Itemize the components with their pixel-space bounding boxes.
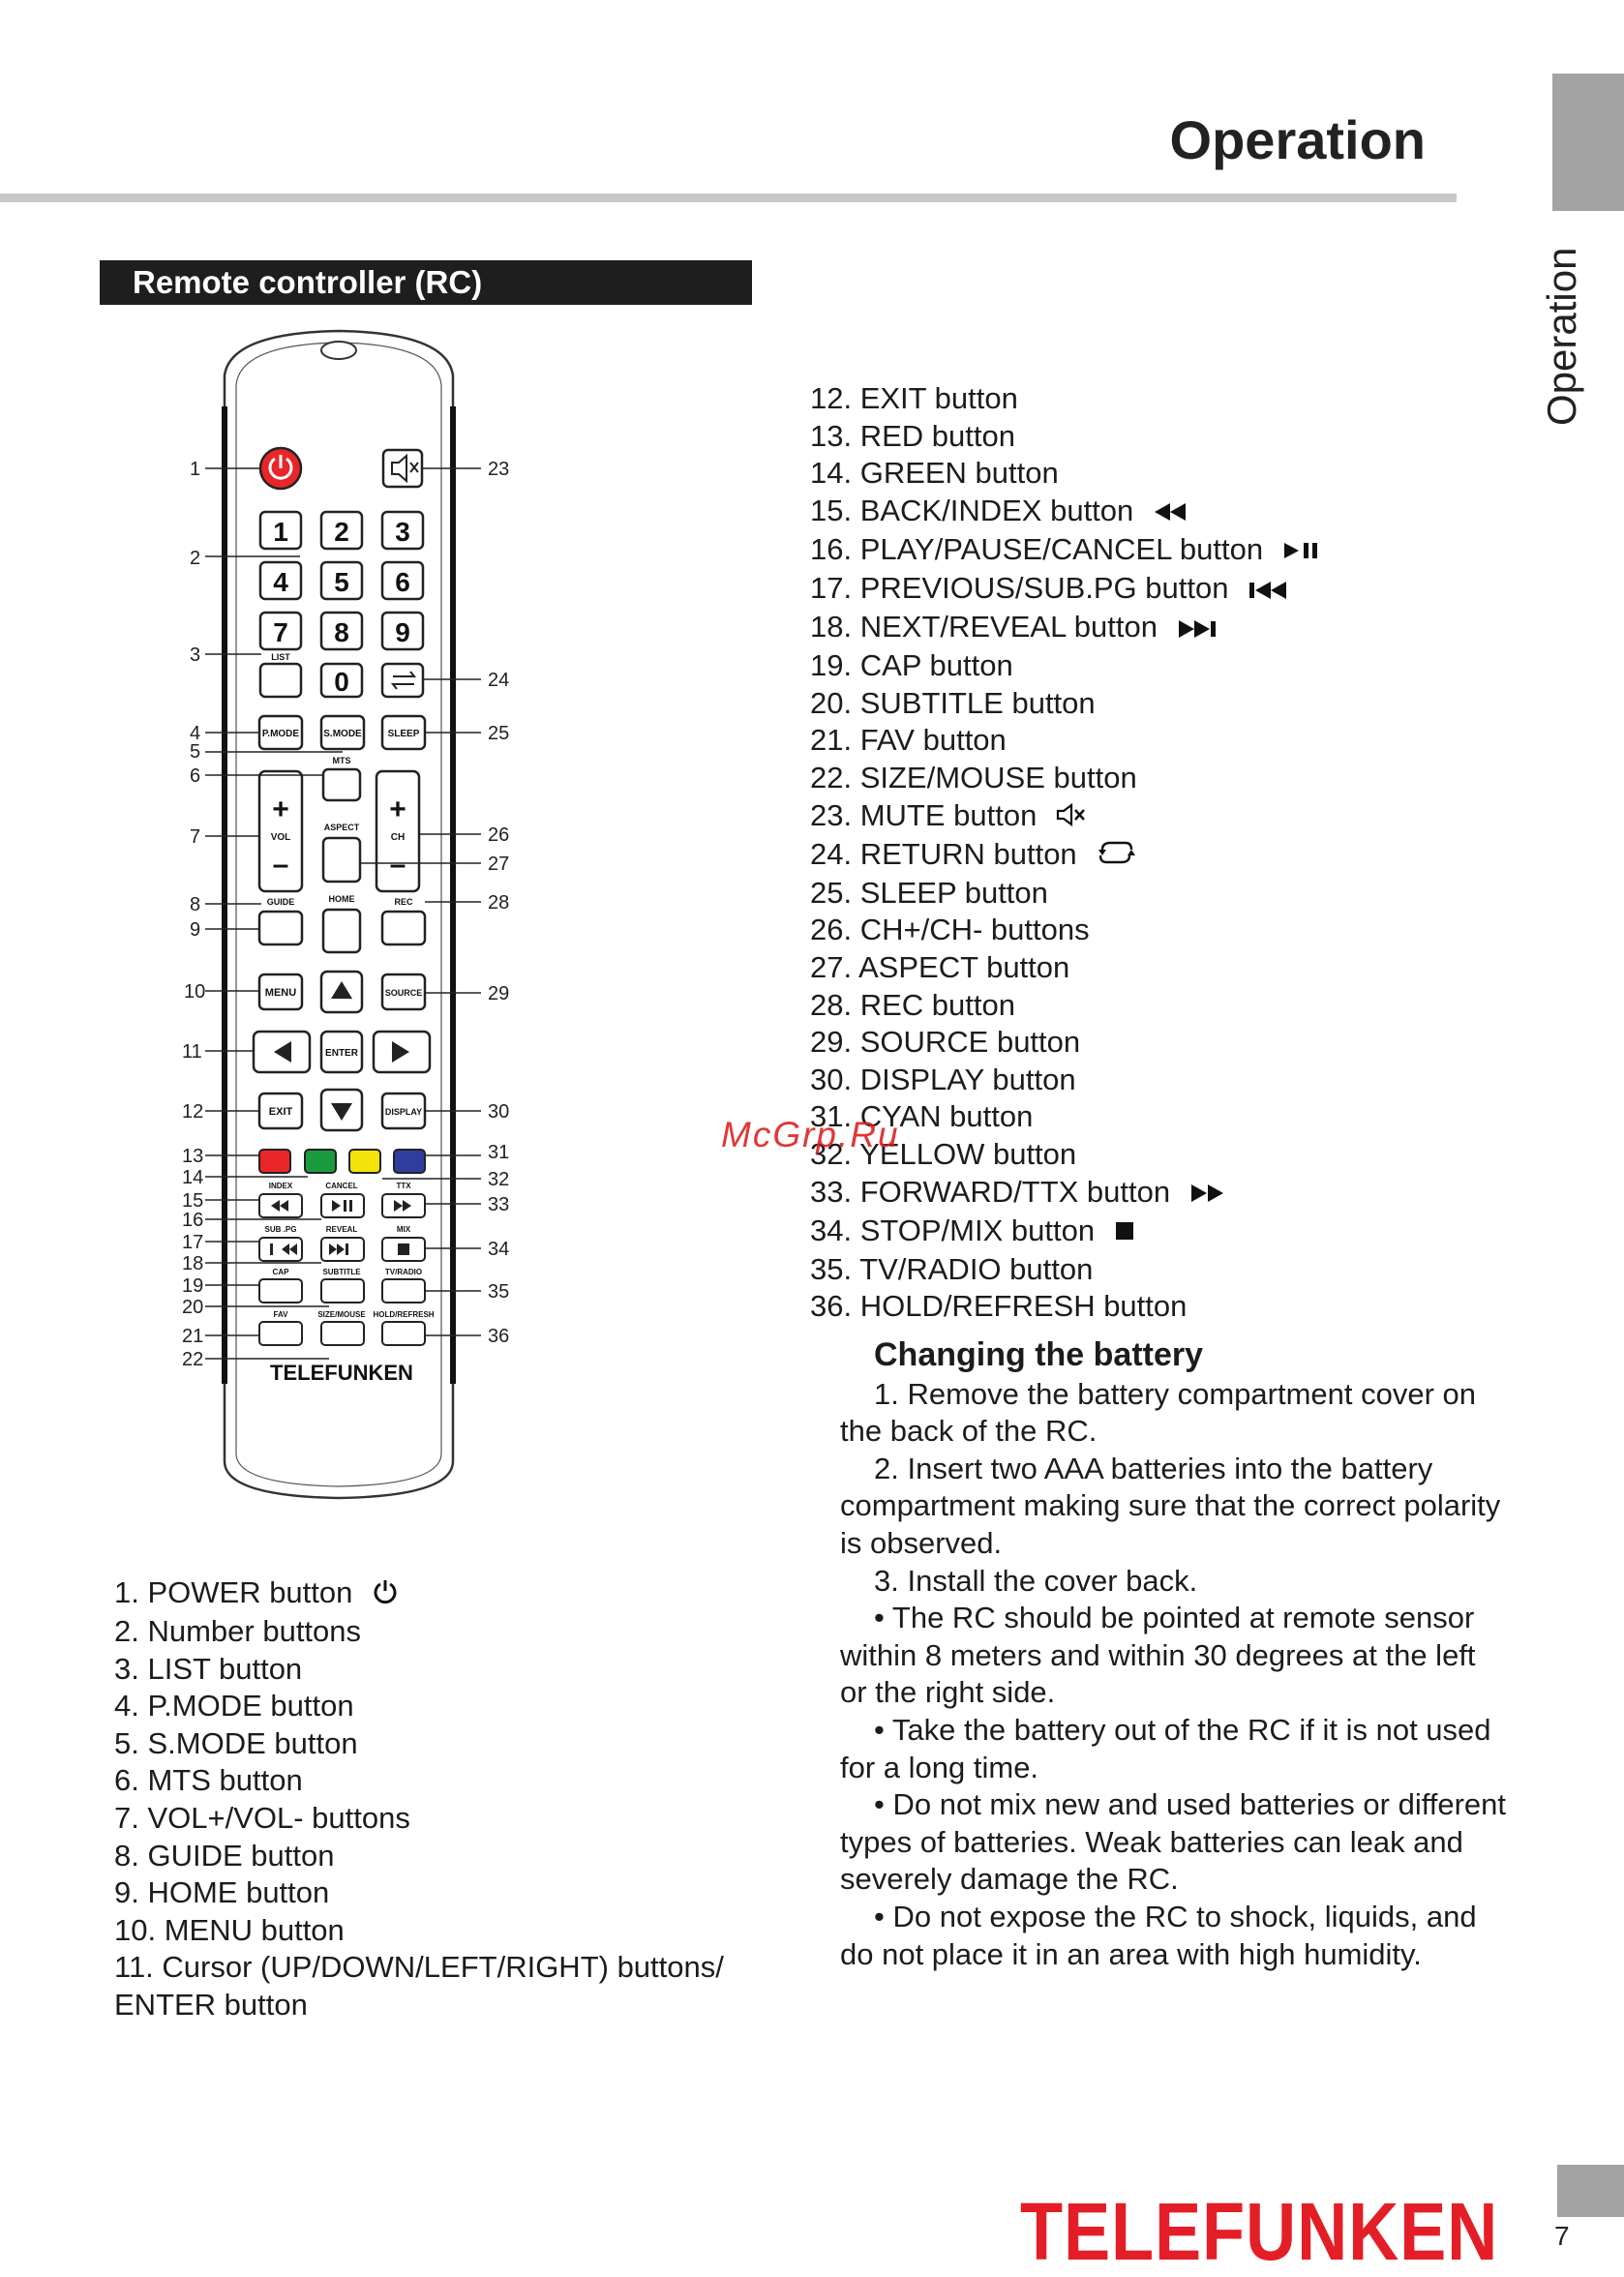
section-header: Remote controller (RC) (100, 260, 752, 305)
svg-text:ASPECT: ASPECT (323, 823, 360, 832)
list-item (114, 1651, 724, 1689)
side-tab (1552, 74, 1624, 211)
stop-icon (1114, 1213, 1135, 1251)
battery-note: • Do not expose the RC to shock, liquids, and do not place it in an area with high humidity. (840, 1899, 1477, 1971)
svg-text:MENU: MENU (264, 987, 297, 999)
list-item-text: 32. YELLOW button (810, 1136, 1077, 1171)
battery-note: • Take the battery out of the RC if it is not used for a long time. (840, 1712, 1491, 1784)
svg-text:16: 16 (182, 1210, 204, 1231)
list-item-text: 18. NEXT/REVEAL button (810, 610, 1158, 644)
svg-text:19: 19 (182, 1275, 204, 1297)
list-item-text: 24. RETURN button (810, 836, 1077, 871)
list-item-text: 9. HOME button (114, 1875, 330, 1910)
list-item (810, 760, 1321, 797)
svg-text:3: 3 (190, 644, 201, 666)
list-item (114, 1874, 724, 1912)
watermark: McGrp.Ru (721, 1115, 900, 1154)
svg-text:1: 1 (273, 517, 288, 547)
list-item-text: 5. S.MODE button (114, 1725, 358, 1760)
list-item (810, 949, 1321, 987)
list-item (810, 1288, 1321, 1326)
svg-text:4: 4 (273, 567, 288, 597)
svg-text:ENTER: ENTER (325, 1048, 358, 1059)
list-item-text: 33. FORWARD/TTX button (810, 1174, 1171, 1209)
svg-text:SUBTITLE: SUBTITLE (322, 1268, 361, 1276)
svg-text:DISPLAY: DISPLAY (384, 1107, 423, 1117)
svg-text:INDEX: INDEX (268, 1182, 293, 1190)
play-pause-icon (1282, 532, 1321, 570)
buttons-list-right (810, 380, 1321, 1326)
green-key (305, 1150, 336, 1173)
svg-text:–: – (272, 849, 289, 881)
list-item-text: 4. P.MODE button (114, 1689, 354, 1723)
svg-text:9: 9 (395, 617, 410, 647)
battery-section (840, 1336, 1508, 1973)
list-item (810, 836, 1321, 875)
list-item-text: 15. BACK/INDEX button (810, 493, 1134, 527)
svg-text:GUIDE: GUIDE (266, 897, 295, 907)
svg-text:13: 13 (182, 1146, 204, 1167)
side-section-label: Operation (1539, 247, 1584, 426)
svg-text:8: 8 (334, 617, 349, 647)
list-item (114, 1949, 724, 1987)
list-item (114, 1613, 724, 1651)
yellow-key (349, 1150, 380, 1173)
svg-text:3: 3 (395, 517, 410, 547)
list-item (114, 1688, 724, 1725)
svg-text:11: 11 (182, 1041, 202, 1063)
svg-text:HOLD/REFRESH: HOLD/REFRESH (373, 1310, 435, 1319)
next-icon (1177, 611, 1219, 648)
svg-text:REVEAL: REVEAL (325, 1225, 358, 1234)
list-item-text: 34. STOP/MIX button (810, 1213, 1096, 1247)
svg-text:SUB .PG: SUB .PG (264, 1225, 297, 1234)
list-item-text: ENTER button (114, 1988, 308, 2022)
list-item-text: 2. Number buttons (114, 1614, 362, 1649)
svg-text:EXIT: EXIT (268, 1106, 293, 1118)
list-item-text: 26. CH+/CH- buttons (810, 913, 1090, 947)
svg-text:+: + (389, 794, 406, 825)
list-item (114, 1574, 724, 1613)
svg-text:18: 18 (182, 1253, 204, 1274)
list-item (114, 1762, 724, 1800)
list-item-text: 30. DISPLAY button (810, 1062, 1076, 1096)
list-item-text: 20. SUBTITLE button (810, 685, 1096, 720)
list-item (810, 380, 1321, 418)
svg-text:10: 10 (184, 981, 206, 1003)
battery-note: • The RC should be pointed at remote sensor within 8 meters and within 30 degrees at the left or the right side. (840, 1601, 1476, 1710)
svg-text:HOME: HOME (328, 894, 355, 904)
svg-text:2: 2 (190, 548, 201, 569)
svg-text:7: 7 (190, 826, 201, 848)
svg-text:6: 6 (395, 567, 410, 597)
list-item-text: 22. SIZE/MOUSE button (810, 761, 1137, 794)
svg-text:21: 21 (182, 1326, 204, 1347)
list-item (810, 1024, 1321, 1062)
list-item-text: 19. CAP button (810, 648, 1013, 683)
list-item-text: 28. REC button (810, 987, 1015, 1022)
svg-text:34: 34 (488, 1239, 510, 1260)
list-item-text: 6. MTS button (114, 1763, 303, 1798)
list-item-text: 29. SOURCE button (810, 1025, 1081, 1060)
list-item-text: 31. CYAN button (810, 1099, 1034, 1134)
red-key (259, 1150, 290, 1173)
svg-text:TV/RADIO: TV/RADIO (384, 1268, 423, 1276)
list-item-text: 16. PLAY/PAUSE/CANCEL button (810, 531, 1264, 566)
battery-title: Changing the battery (874, 1336, 1204, 1373)
svg-text:CAP: CAP (272, 1268, 289, 1276)
svg-text:CH: CH (390, 832, 406, 843)
svg-text:SIZE/MOUSE: SIZE/MOUSE (317, 1310, 366, 1319)
list-item (810, 647, 1321, 685)
list-item (810, 531, 1321, 570)
mute-icon (1056, 798, 1087, 836)
svg-text:MTS: MTS (332, 756, 351, 765)
list-item-text: 14. GREEN button (810, 456, 1059, 491)
blue-key (394, 1150, 425, 1173)
svg-text:SLEEP: SLEEP (387, 729, 420, 739)
title-rule (0, 194, 1457, 202)
list-item-text: 17. PREVIOUS/SUB.PG button (810, 571, 1229, 605)
list-item-text: 3. LIST button (114, 1651, 303, 1686)
list-item-text: 36. HOLD/REFRESH button (810, 1289, 1188, 1324)
svg-text:0: 0 (334, 667, 349, 697)
list-item-text: 8. GUIDE button (114, 1838, 335, 1873)
svg-text:8: 8 (190, 894, 201, 915)
power-icon (372, 1576, 399, 1614)
list-item (810, 1213, 1321, 1251)
page-title: Operation (1169, 109, 1426, 170)
svg-text:+: + (272, 794, 289, 825)
svg-text:24: 24 (488, 670, 510, 691)
svg-text:5: 5 (334, 567, 349, 597)
svg-text:VOL: VOL (270, 832, 291, 843)
svg-text:33: 33 (488, 1194, 510, 1215)
list-item-text: 12. EXIT button (810, 381, 1018, 415)
svg-text:5: 5 (190, 741, 201, 763)
svg-text:2: 2 (334, 517, 349, 547)
svg-text:4: 4 (190, 723, 201, 744)
page-number: 7 (1554, 2221, 1570, 2251)
battery-step: 3. Install the cover back. (874, 1563, 1198, 1598)
svg-text:30: 30 (488, 1101, 510, 1123)
svg-text:–: – (389, 849, 406, 881)
svg-text:12: 12 (182, 1101, 204, 1123)
svg-text:S.MODE: S.MODE (323, 729, 362, 739)
list-item-text: 1. POWER button (114, 1575, 353, 1609)
svg-text:7: 7 (273, 617, 288, 647)
battery-note: • Do not mix new and used batteries or different types of batteries. Weak batteries can leak and severely damage the RC. (840, 1787, 1507, 1897)
list-item-text: 7. VOL+/VOL- buttons (114, 1801, 410, 1836)
footer-tab (1557, 2165, 1624, 2217)
svg-text:14: 14 (182, 1167, 204, 1188)
list-item (810, 722, 1321, 760)
list-item-text: 21. FAV button (810, 723, 1007, 758)
brand-logo: TELEFUNKEN (1020, 2186, 1499, 2277)
svg-text:6: 6 (190, 765, 201, 787)
list-item-text: 11. Cursor (UP/DOWN/LEFT/RIGHT) buttons/ (114, 1950, 724, 1985)
list-item (810, 418, 1321, 456)
svg-text:31: 31 (488, 1142, 510, 1163)
svg-text:TTX: TTX (396, 1182, 411, 1190)
remote-diagram (0, 319, 542, 1529)
list-item (114, 1800, 724, 1838)
svg-text:MIX: MIX (396, 1225, 411, 1234)
list-item (114, 1912, 724, 1950)
svg-text:20: 20 (182, 1297, 204, 1318)
list-item (810, 493, 1321, 531)
list-item (810, 685, 1321, 723)
svg-text:27: 27 (488, 854, 510, 875)
remote-brand: TELEFUNKEN (270, 1361, 413, 1385)
list-item (810, 1251, 1321, 1289)
list-item (810, 797, 1321, 836)
svg-text:26: 26 (488, 824, 510, 846)
svg-text:28: 28 (488, 892, 510, 914)
list-item-text: 13. RED button (810, 418, 1015, 453)
list-item-text: 23. MUTE button (810, 797, 1038, 832)
list-item (810, 455, 1321, 493)
list-item-text: 10. MENU button (114, 1912, 345, 1947)
list-item (810, 1062, 1321, 1099)
svg-text:15: 15 (182, 1190, 204, 1212)
list-item (810, 987, 1321, 1025)
svg-text:29: 29 (488, 983, 510, 1004)
list-item (810, 1174, 1321, 1213)
svg-text:25: 25 (488, 723, 510, 744)
list-item-text: 35. TV/RADIO button (810, 1251, 1094, 1286)
previous-icon (1248, 572, 1290, 610)
buttons-list-left (114, 1574, 724, 2024)
svg-text:REC: REC (394, 897, 413, 907)
svg-text:32: 32 (488, 1169, 510, 1190)
battery-step: 2. Insert two AAA batteries into the battery compartment making sure that the correct polarity is observed. (840, 1451, 1501, 1560)
list-item (810, 570, 1321, 609)
list-item-text: 25. SLEEP button (810, 875, 1048, 910)
battery-step: 1. Remove the battery compartment cover on the back of the RC. (840, 1376, 1477, 1449)
svg-text:17: 17 (182, 1232, 204, 1253)
return-icon (1097, 837, 1135, 875)
svg-text:P.MODE: P.MODE (261, 729, 300, 739)
list-item (114, 1987, 724, 2024)
svg-text:22: 22 (182, 1349, 204, 1370)
rewind-icon (1153, 494, 1189, 531)
list-item (810, 912, 1321, 949)
list-item-text: 27. ASPECT button (810, 950, 1070, 984)
svg-text:FAV: FAV (273, 1310, 288, 1319)
svg-text:9: 9 (190, 919, 201, 941)
svg-text:23: 23 (488, 459, 510, 480)
list-item (114, 1725, 724, 1763)
list-item (810, 875, 1321, 913)
list-item (114, 1838, 724, 1875)
svg-text:1: 1 (190, 459, 201, 480)
svg-text:CANCEL: CANCEL (325, 1182, 358, 1190)
svg-text:36: 36 (488, 1326, 510, 1347)
list-item (810, 609, 1321, 647)
svg-text:LIST: LIST (271, 652, 290, 662)
svg-text:SOURCE: SOURCE (384, 988, 423, 998)
forward-icon (1189, 1175, 1228, 1213)
svg-text:35: 35 (488, 1281, 510, 1303)
